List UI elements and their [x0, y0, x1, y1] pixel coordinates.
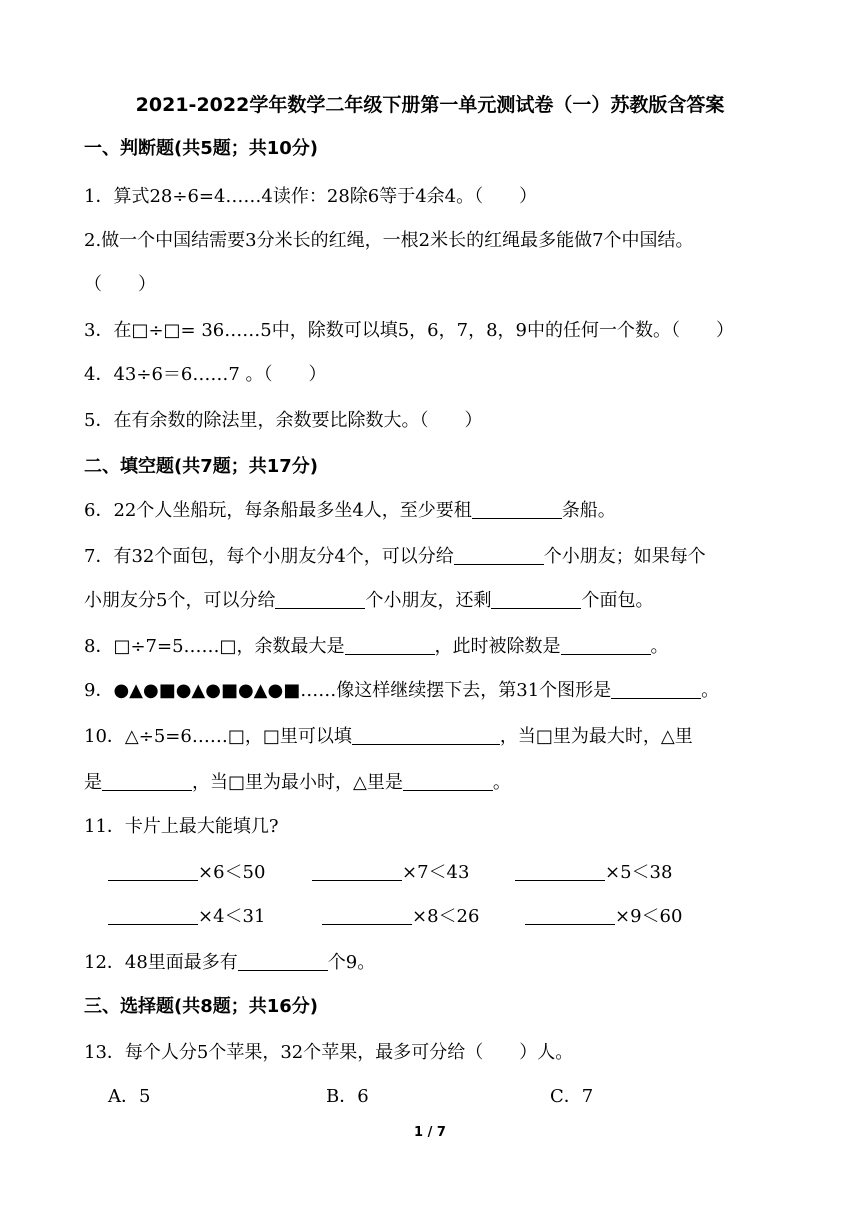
- answer-blank[interactable]: [108, 860, 198, 881]
- question-11: 11．卡片上最大能填几?: [84, 816, 279, 837]
- question-12-text-end: 个9。: [327, 952, 376, 973]
- card-expression: ×5＜38: [605, 862, 673, 883]
- answer-blank[interactable]: [275, 588, 365, 609]
- answer-blank[interactable]: [611, 678, 701, 699]
- question-12-text: 12．48里面最多有: [84, 952, 238, 973]
- question-7: [84, 544, 800, 570]
- question-9-text-end: 。: [701, 680, 720, 701]
- question-2: 2.做一个中国结需要3分米长的红绳，一根2米长的红绳最多能做7个中国结。: [84, 230, 694, 251]
- question-13: 13．每个人分5个苹果，32个苹果，最多可分给（ ）人。: [84, 1042, 574, 1063]
- card-expression: ×4＜31: [198, 906, 266, 927]
- question-9: [84, 678, 800, 704]
- question-10-text: ，当□里为最大时，△里: [499, 726, 693, 747]
- card-expression: ×7＜43: [402, 862, 470, 883]
- card-expression: ×9＜60: [615, 906, 683, 927]
- section-heading-fill-blank: 二、填空题(共7题；共17分): [84, 456, 319, 477]
- answer-blank[interactable]: [352, 724, 500, 745]
- question-9-text: 9．●▲●■●▲●■●▲●■……像这样继续摆下去，第31个图形是: [84, 680, 612, 701]
- question-10-text: 10．△÷5=6……□，□里可以填: [84, 726, 352, 747]
- section-heading-judgement: 一、判断题(共5题；共10分): [84, 138, 319, 159]
- question-7-continued: [84, 588, 800, 614]
- page-title: 2021-2022学年数学二年级下册第一单元测试卷（一）苏教版含答案: [135, 94, 725, 116]
- question-10-continued: [84, 770, 800, 796]
- question-10: [84, 724, 800, 750]
- answer-blank[interactable]: [102, 770, 192, 791]
- answer-blank[interactable]: [561, 634, 651, 655]
- question-8-text-end: 。: [650, 636, 669, 657]
- answer-blank[interactable]: [108, 904, 198, 925]
- answer-blank[interactable]: [312, 860, 402, 881]
- question-10-text-end: 。: [492, 772, 511, 793]
- question-7-text: 个小朋友；如果每个: [543, 546, 706, 567]
- question-2-answer-paren: （ ）: [84, 274, 156, 295]
- answer-blank[interactable]: [525, 904, 615, 925]
- card-expression: ×8＜26: [412, 906, 480, 927]
- option-b[interactable]: B．6: [326, 1086, 369, 1107]
- page-number: 1 / 7: [414, 1125, 446, 1140]
- question-12: [84, 950, 800, 976]
- question-3: 3．在□÷□= 36……5中，除数可以填5，6，7，8，9中的任何一个数。（ ）: [84, 320, 734, 341]
- answer-blank[interactable]: [322, 904, 412, 925]
- question-4: 4．43÷6＝6……7 。（ ）: [84, 364, 327, 385]
- question-6-text-end: 条船。: [561, 500, 616, 521]
- question-8-text: ，此时被除数是: [434, 636, 561, 657]
- answer-blank[interactable]: [454, 544, 544, 565]
- answer-blank[interactable]: [491, 588, 581, 609]
- question-6-text: 6．22个人坐船玩，每条船最多坐4人，至少要租: [84, 500, 472, 521]
- answer-blank[interactable]: [345, 634, 435, 655]
- question-7-text-end: 个面包。: [581, 590, 654, 611]
- question-10-text: 是: [84, 772, 102, 793]
- option-c[interactable]: C．7: [550, 1086, 594, 1107]
- question-8-text: 8．□÷7=5……□，余数最大是: [84, 636, 345, 657]
- question-7-text: 个小朋友，还剩: [365, 590, 492, 611]
- answer-blank[interactable]: [238, 950, 328, 971]
- option-a[interactable]: A．5: [108, 1086, 151, 1107]
- answer-blank[interactable]: [472, 498, 562, 519]
- question-5: 5．在有余数的除法里，余数要比除数大。（ ）: [84, 410, 483, 431]
- question-7-text: 7．有32个面包，每个小朋友分4个，可以分给: [84, 546, 454, 567]
- question-6: [84, 498, 800, 524]
- answer-blank[interactable]: [515, 860, 605, 881]
- answer-blank[interactable]: [403, 770, 493, 791]
- question-1: 1．算式28÷6=4……4读作：28除6等于4余4。（ ）: [84, 186, 538, 207]
- question-7-text: 小朋友分5个，可以分给: [84, 590, 276, 611]
- question-10-text: ，当□里为最小时，△里是: [192, 772, 403, 793]
- section-heading-choice: 三、选择题(共8题；共16分): [84, 996, 319, 1017]
- question-8: [84, 634, 800, 660]
- card-expression: ×6＜50: [198, 862, 266, 883]
